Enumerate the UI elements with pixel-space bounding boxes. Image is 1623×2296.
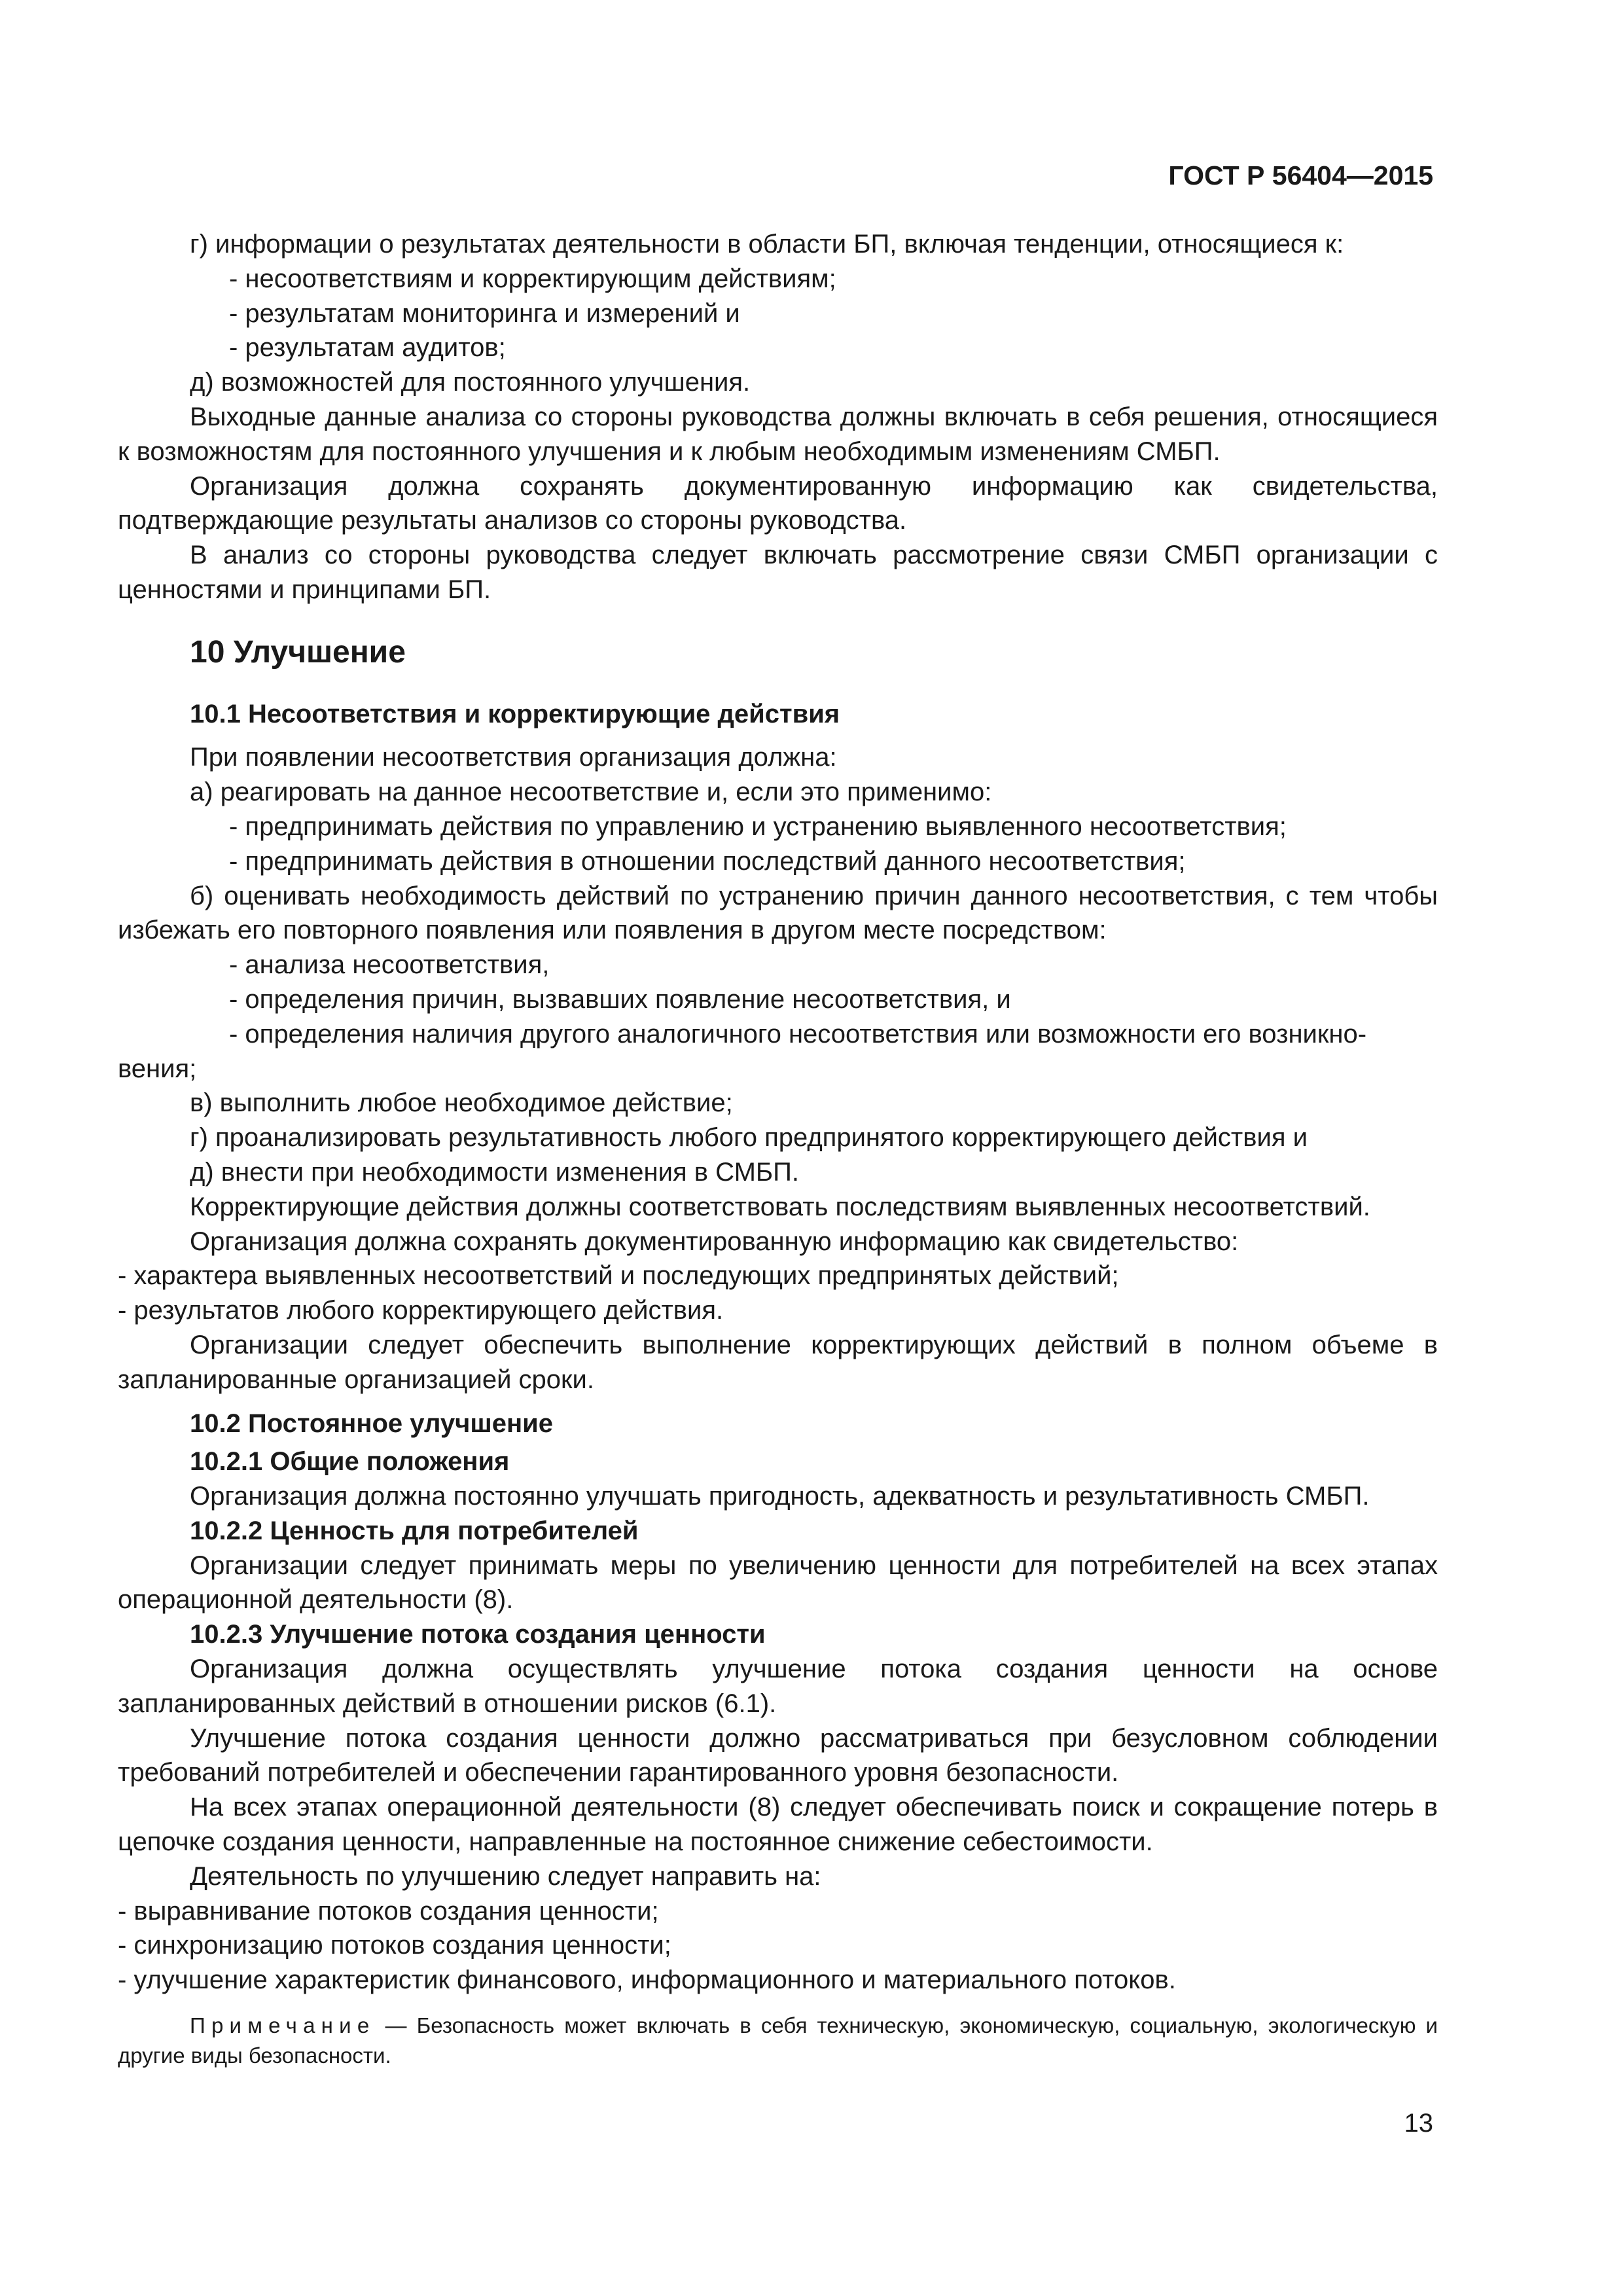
dash-item-continuation: вения; [118, 1054, 197, 1083]
dash-item: - несоответствиям и корректирующим действиям; [229, 264, 836, 293]
paragraph: В анализ со стороны руководства следует включать рассмотрение связи СМБП организации с ценностями и принципами БП. [118, 541, 1438, 604]
dash-item: - определения наличия другого аналогичного несоответствия или возможности его возникно- [229, 1019, 1367, 1049]
list-item-a: а) реагировать на данное несоответствие и, если это применимо: [190, 778, 992, 807]
paragraph: При появлении несоответствия организация должна: [190, 743, 837, 772]
note [118, 2011, 1438, 2071]
dash-item: - предпринимать действия в отношении последствий данного несоответствия; [229, 846, 1186, 876]
dash-item: - выравнивание потоков создания ценности; [118, 1896, 659, 1926]
paragraph: Корректирующие действия должны соответствовать последствиям выявленных несоответствий. [190, 1192, 1370, 1221]
document-header: ГОСТ Р 56404—2015 [1168, 160, 1433, 190]
paragraph: Организация должна сохранять документированную информацию как свидетельство: [190, 1227, 1239, 1256]
dash-item: - результатам аудитов; [229, 333, 506, 363]
paragraph: Выходные данные анализа со стороны руководства должны включать в себя решения, относящиеся к возможностям для постоянного улучшения и к любым необходимым изменениям СМБП. [118, 402, 1438, 466]
page-content [118, 227, 1438, 2071]
subsection-heading-10-1: 10.1 Несоответствия и корректирующие действия [190, 699, 840, 728]
list-item-v: в) выполнить любое необходимое действие; [190, 1088, 733, 1118]
page-number: 13 [1404, 2109, 1433, 2138]
dash-item: - синхронизацию потоков создания ценности; [118, 1931, 671, 1960]
paragraph: Организация должна осуществлять улучшение потока создания ценности на основе запланированных действий в отношении рисков (6.1). [118, 1655, 1438, 1718]
paragraph: Организации следует принимать меры по увеличению ценности для потребителей на всех этапах операционной деятельности (8). [118, 1551, 1438, 1615]
list-item-d: д) внести при необходимости изменения в СМБП. [190, 1157, 799, 1187]
list-item-d: д) возможностей для постоянного улучшения. [190, 368, 751, 397]
subsection-heading-10-2-2: 10.2.2 Ценность для потребителей [190, 1516, 639, 1545]
dash-item: - характера выявленных несоответствий и последующих предпринятых действий; [118, 1261, 1119, 1291]
list-item-g: г) информации о результатах деятельности в области БП, включая тенденции, относящиеся к: [190, 230, 1344, 259]
subsection-heading-10-2-3: 10.2.3 Улучшение потока создания ценности [190, 1620, 766, 1649]
paragraph: Организация должна сохранять документированную информацию как свидетельства, подтверждающие результаты анализов со стороны руководства. [118, 471, 1438, 535]
list-item-b: б) оценивать необходимость действий по устранению причин данного несоответствия, с тем чтобы избежать его повторного появления или появления в другом месте посредством: [118, 881, 1438, 945]
section-heading-10: 10 Улучшение [190, 634, 406, 670]
dash-item: - улучшение характеристик финансового, информационного и материального потоков. [118, 1965, 1176, 1995]
dash-item: - определения причин, вызвавших появление несоответствия, и [229, 984, 1011, 1014]
paragraph: Организации следует обеспечить выполнение корректирующих действий в полном объеме в запланированные организацией сроки. [118, 1330, 1438, 1394]
dash-item: - анализа несоответствия, [229, 950, 550, 980]
note-label: Примечание [190, 2013, 376, 2038]
paragraph: Деятельность по улучшению следует направить на: [190, 1861, 821, 1891]
dash-item: - результатов любого корректирующего действия. [118, 1296, 724, 1325]
subsection-heading-10-2-1: 10.2.1 Общие положения [190, 1447, 510, 1477]
paragraph: Улучшение потока создания ценности должно рассматриваться при безусловном соблюдении требований потребителей и обеспечении гарантированного уровня безопасности. [118, 1723, 1438, 1787]
list-item-g: г) проанализировать результативность любого предпринятого корректирующего действия и [190, 1123, 1308, 1153]
subsection-heading-10-2: 10.2 Постоянное улучшение [190, 1408, 553, 1438]
note-text: — Безопасность может включать в себя техническую, экономическую, социальную, экологическую и другие виды безопасности. [118, 2013, 1438, 2068]
dash-item: - результатам мониторинга и измерений и [229, 298, 740, 328]
paragraph: На всех этапах операционной деятельности (8) следует обеспечивать поиск и сокращение потерь в цепочке создания ценности, направленные на постоянное снижение себестоимости. [118, 1793, 1438, 1857]
paragraph: Организация должна постоянно улучшать пригодность, адекватность и результативность СМБП. [190, 1482, 1370, 1511]
dash-item: - предпринимать действия по управлению и устранению выявленного несоответствия; [229, 812, 1287, 841]
